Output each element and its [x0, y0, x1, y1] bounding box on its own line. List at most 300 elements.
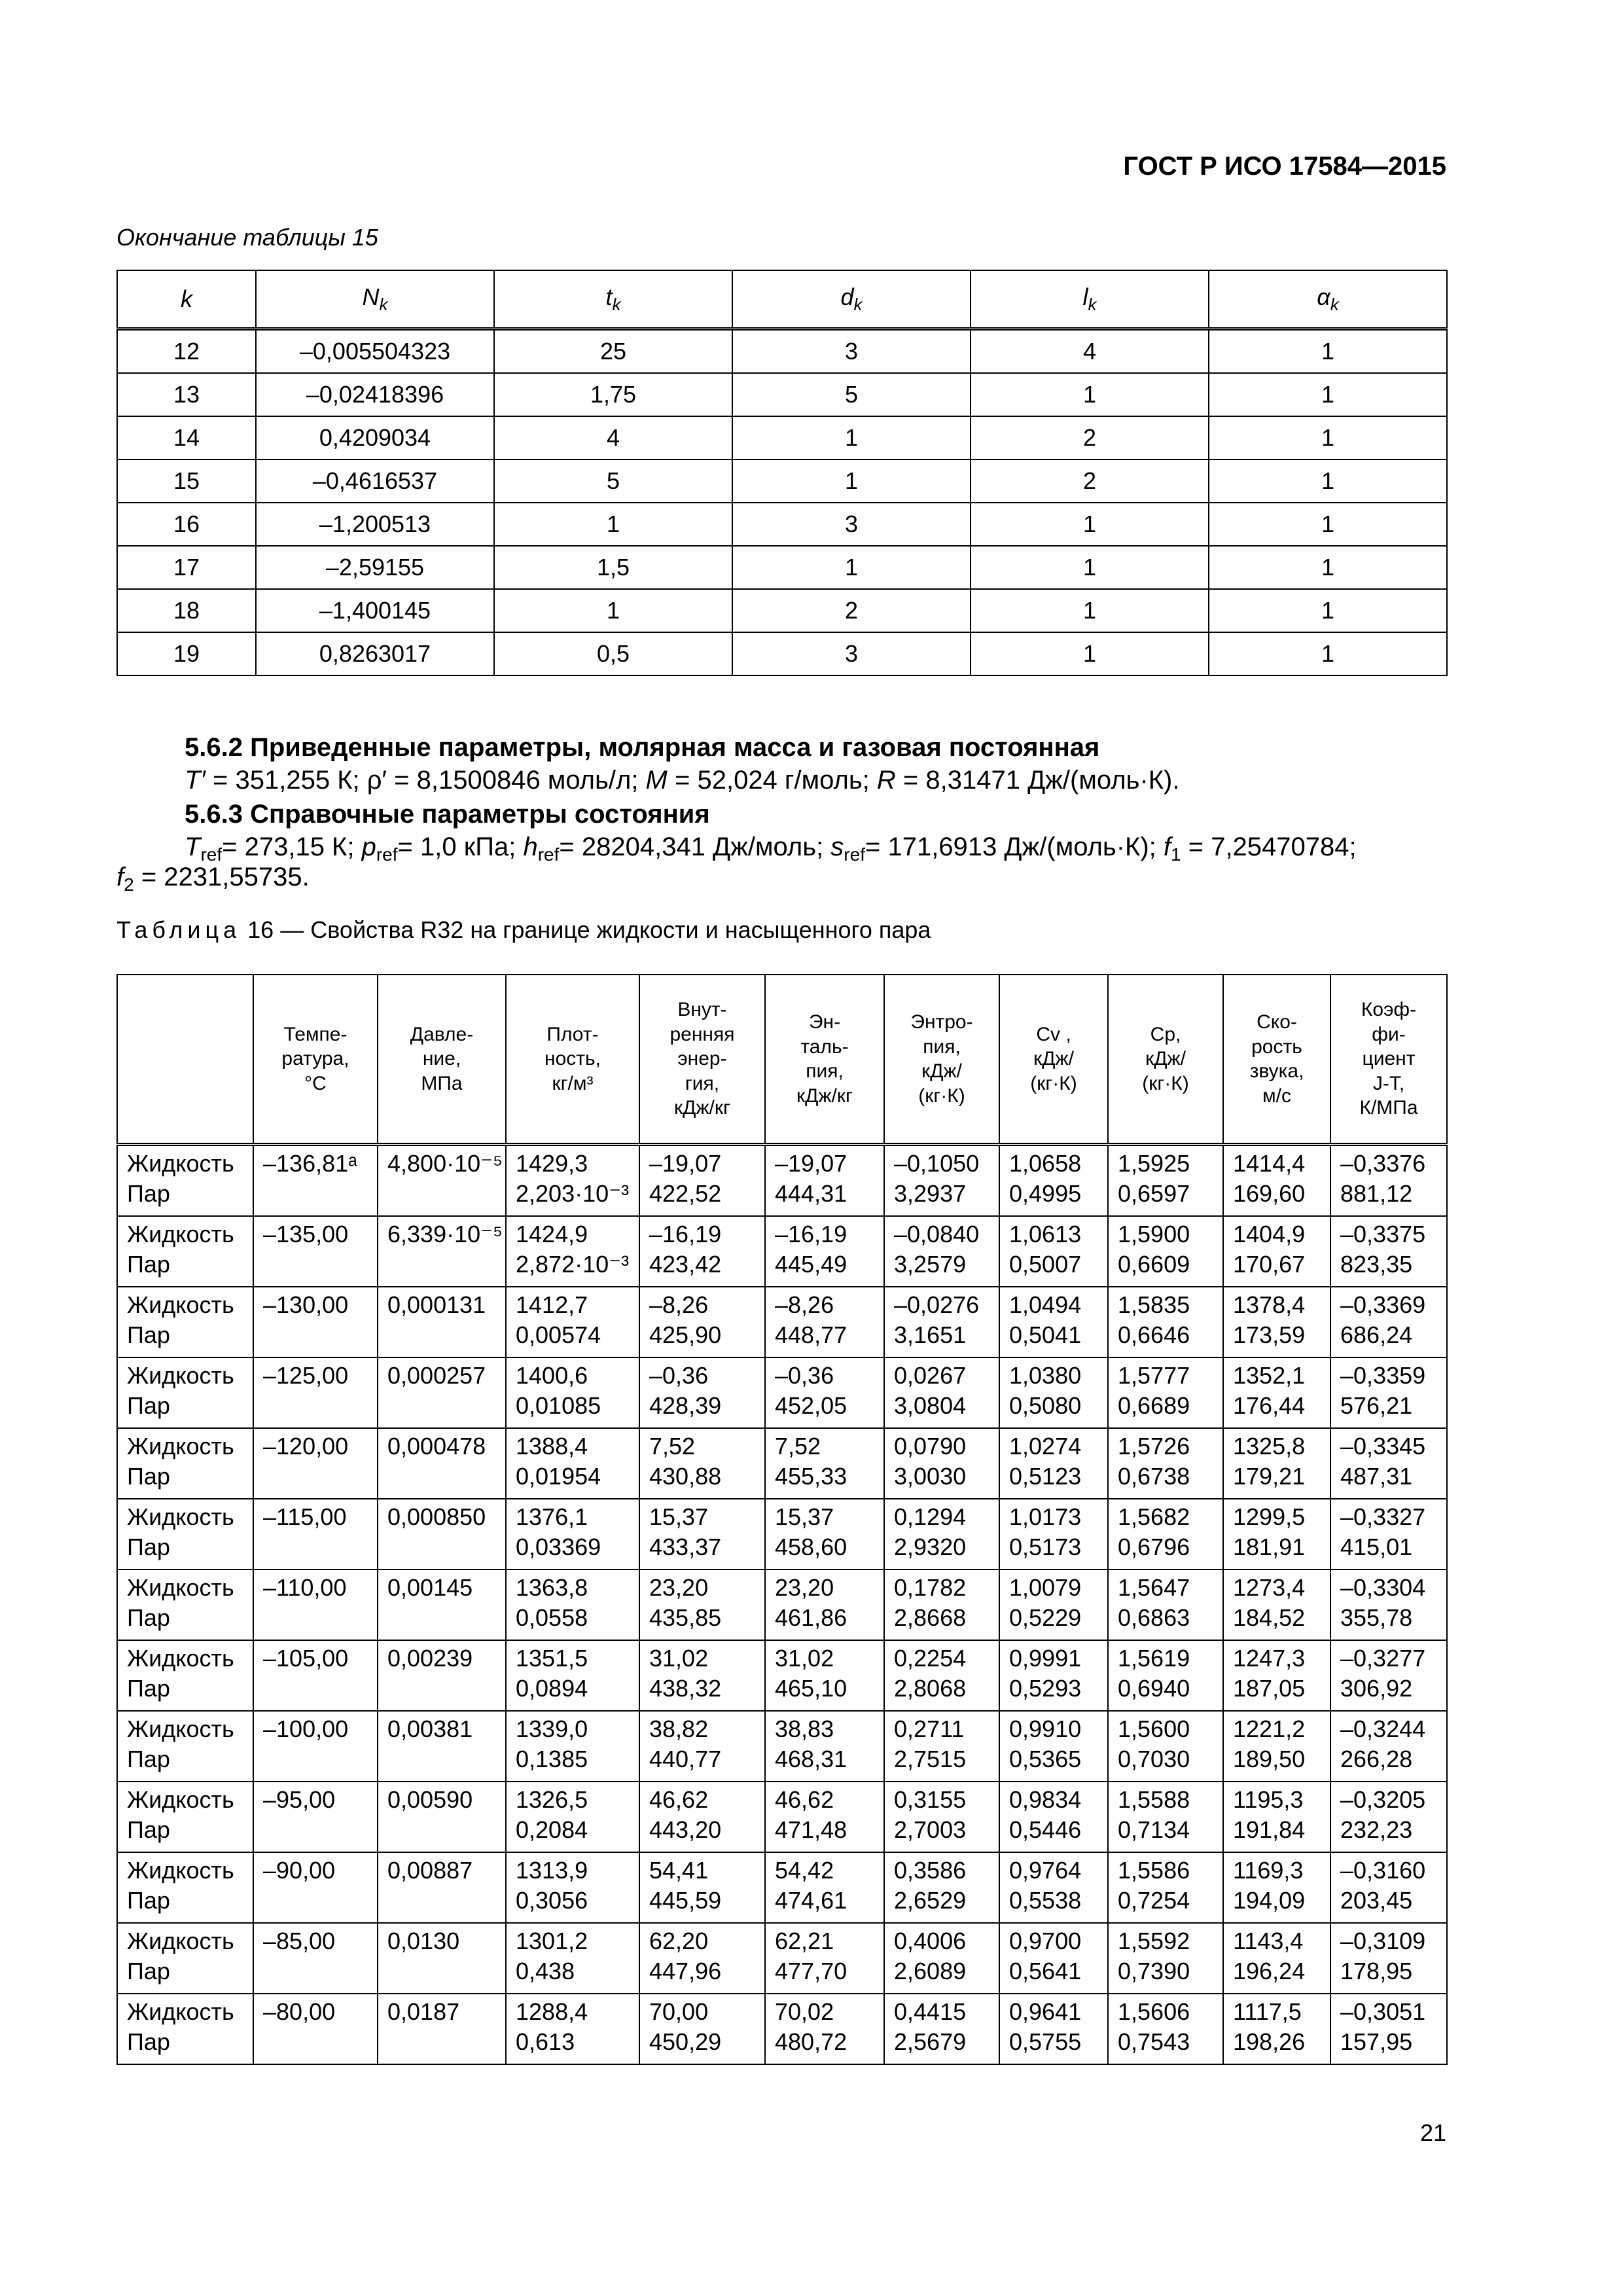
table16-header-cell: Коэф- фи- циент J-T, К/МПа: [1330, 975, 1447, 1145]
cell-line: 1388,4: [516, 1433, 588, 1460]
cell-line: –0,3160: [1340, 1857, 1426, 1884]
reduced-density-symbol: ρ′: [366, 766, 387, 795]
table-cell: [765, 1428, 884, 1499]
column-symbol: t: [605, 283, 613, 310]
table-cell: 1: [1209, 632, 1447, 675]
table-cell: [884, 1782, 999, 1852]
table-row: [117, 329, 1447, 374]
table-cell: [999, 1145, 1108, 1217]
table-cell: 17: [117, 546, 256, 589]
cell-line: –95,00: [263, 1786, 336, 1813]
table-cell: [639, 1570, 765, 1640]
cell-line: 1299,5: [1233, 1503, 1306, 1530]
cell-line: –136,81ᵃ: [263, 1150, 357, 1177]
cell-line: 0,0894: [516, 1675, 588, 1702]
table-cell: [117, 1711, 253, 1782]
table-cell: 1: [1209, 373, 1447, 416]
cell-line: 54,42: [775, 1857, 834, 1884]
cell-line: –100,00: [263, 1715, 349, 1742]
table-row: [117, 1570, 1447, 1640]
cell-line: 0,6689: [1118, 1392, 1190, 1419]
table-cell: [999, 1852, 1108, 1923]
cell-line: 0,9834: [1009, 1786, 1082, 1813]
cell-line: 181,91: [1233, 1534, 1306, 1560]
reduced-temperature-value: = 351,255 К;: [205, 766, 367, 795]
table16-caption-text: 16 — Свойства R32 на границе жидкости и насыщенного пара: [241, 916, 931, 943]
table-row: [117, 459, 1447, 503]
cell-line: –0,1050: [894, 1150, 980, 1177]
cell-line: 433,37: [649, 1534, 722, 1560]
cell-line: –0,3327: [1340, 1503, 1426, 1530]
cell-line: Пар: [127, 1887, 170, 1914]
cell-line: 0,7543: [1118, 2028, 1190, 2055]
cell-line: 46,62: [649, 1786, 709, 1813]
cell-line: –0,0840: [894, 1221, 980, 1247]
table-cell: 1: [494, 589, 732, 632]
table15-body: [117, 329, 1447, 676]
table-row: [117, 546, 1447, 589]
table-cell: 14: [117, 416, 256, 459]
column-symbol: α: [1317, 283, 1330, 310]
gas-constant-symbol: R: [876, 766, 896, 795]
cell-line: 169,60: [1233, 1180, 1306, 1207]
cell-line: 15,37: [775, 1503, 834, 1530]
cell-line: 1412,7: [516, 1291, 588, 1318]
table-cell: 1: [1209, 546, 1447, 589]
table-cell: 1: [1209, 416, 1447, 459]
table16-caption-prefix: Таблица: [116, 916, 241, 943]
cell-line: 445,49: [775, 1251, 847, 1278]
ref-pressure-value: = 1,0 кПа;: [397, 833, 524, 861]
table16-header-cell: [117, 975, 253, 1145]
table-cell: [639, 1923, 765, 1994]
cell-line: –8,26: [649, 1291, 709, 1318]
table-15: [116, 270, 1448, 676]
gas-constant-value: = 8,31471 Дж/(моль·К).: [895, 766, 1180, 795]
cell-line: 0,01085: [516, 1392, 601, 1419]
cell-line: –19,07: [649, 1150, 722, 1177]
cell-line: Жидкость: [127, 1291, 234, 1318]
cell-line: Пар: [127, 1958, 170, 1984]
table-cell: [1108, 1357, 1223, 1428]
table-cell: [884, 1994, 999, 2064]
cell-line: Пар: [127, 1463, 170, 1490]
table-row: [117, 1782, 1447, 1852]
cell-line: 1,5777: [1118, 1362, 1190, 1389]
table-cell: [765, 1994, 884, 2064]
cell-line: 0,6863: [1118, 1604, 1190, 1631]
table-row: [117, 1852, 1447, 1923]
table-cell: [1108, 1852, 1223, 1923]
cell-line: 2,8668: [894, 1604, 967, 1631]
cell-line: 178,95: [1340, 1958, 1413, 1984]
table-cell: [253, 1145, 378, 1217]
cell-line: 444,31: [775, 1180, 847, 1207]
cell-line: 2,6529: [894, 1887, 967, 1914]
table-row: [117, 1711, 1447, 1782]
cell-line: 1195,3: [1233, 1786, 1304, 1813]
table15-header-cell: [1209, 270, 1447, 329]
column-subscript: k: [1330, 295, 1339, 315]
table-cell: [1223, 1782, 1330, 1852]
cell-line: 0,9764: [1009, 1857, 1082, 1884]
table-cell: [1330, 1145, 1447, 1217]
table-cell: 3: [732, 632, 971, 675]
table-row: [117, 1357, 1447, 1428]
cell-line: 576,21: [1340, 1392, 1413, 1419]
cell-line: 0,9991: [1009, 1645, 1082, 1672]
table-cell: 12: [117, 329, 256, 374]
table-cell: [1108, 1499, 1223, 1570]
table-cell: [1223, 1499, 1330, 1570]
ref-pressure-symbol: p: [361, 833, 376, 861]
cell-line: 0,3056: [516, 1887, 588, 1914]
table-cell: 0,8263017: [256, 632, 494, 675]
table-cell: 1: [1209, 589, 1447, 632]
table16-header-cell: Cv , кДж/ (кг·К): [999, 975, 1108, 1145]
cell-line: 1143,4: [1233, 1928, 1304, 1954]
table-row: [117, 589, 1447, 632]
cell-line: 0,0267: [894, 1362, 967, 1389]
cell-line: 0,5173: [1009, 1534, 1082, 1560]
cell-line: –0,3205: [1340, 1786, 1426, 1813]
cell-line: 187,05: [1233, 1675, 1306, 1702]
table-cell: [378, 1145, 506, 1217]
cell-line: Жидкость: [127, 1715, 234, 1742]
table-cell: [1330, 1287, 1447, 1357]
standard-header: ГОСТ Р ИСО 17584—2015: [1123, 152, 1446, 181]
table-cell: [1223, 1570, 1330, 1640]
cell-line: 179,21: [1233, 1463, 1306, 1490]
cell-line: 1,5835: [1118, 1291, 1190, 1318]
cell-line: 38,83: [775, 1715, 834, 1742]
table-cell: [999, 1428, 1108, 1499]
table16-header-cell: Энтро- пия, кДж/ (кг·К): [884, 975, 999, 1145]
table-cell: 19: [117, 632, 256, 675]
table-cell: [253, 1570, 378, 1640]
column-subscript: k: [612, 295, 621, 315]
cell-line: 0,5080: [1009, 1392, 1082, 1419]
table-cell: [506, 1499, 639, 1570]
cell-line: 471,48: [775, 1816, 847, 1843]
column-symbol: l: [1082, 283, 1088, 310]
table-cell: [765, 1357, 884, 1428]
cell-line: 1,5900: [1118, 1221, 1190, 1247]
table-row: [117, 1499, 1447, 1570]
cell-line: 2,203·10⁻³: [516, 1180, 630, 1207]
table-cell: 1: [1209, 459, 1447, 503]
column-subscript: k: [379, 295, 388, 315]
table-cell: [117, 1640, 253, 1711]
cell-line: –0,0276: [894, 1291, 980, 1318]
cell-line: 1313,9: [516, 1857, 588, 1884]
column-symbol: k: [181, 285, 192, 312]
section-5-6-2-params: [185, 766, 1179, 795]
cell-line: 232,23: [1340, 1816, 1413, 1843]
table-cell: [1108, 1570, 1223, 1640]
cell-line: 0,5755: [1009, 2028, 1082, 2055]
table-cell: [506, 1570, 639, 1640]
cell-line: –0,3376: [1340, 1150, 1426, 1177]
table-cell: 1: [971, 632, 1209, 675]
table-cell: [1330, 1994, 1447, 2064]
table-cell: [506, 1357, 639, 1428]
table-cell: [378, 1923, 506, 1994]
table-cell: [253, 1852, 378, 1923]
ref-temperature-symbol: T: [185, 833, 201, 861]
table-cell: [1330, 1216, 1447, 1287]
cell-line: 1221,2: [1233, 1715, 1306, 1742]
table-cell: [378, 1287, 506, 1357]
table-cell: [378, 1428, 506, 1499]
cell-line: 0,5123: [1009, 1463, 1082, 1490]
table-cell: [506, 1287, 639, 1357]
table-cell: [999, 1287, 1108, 1357]
cell-line: 1400,6: [516, 1362, 588, 1389]
cell-line: Пар: [127, 1746, 170, 1772]
cell-line: 0,5293: [1009, 1675, 1082, 1702]
table-cell: [1330, 1570, 1447, 1640]
table-cell: [1223, 1852, 1330, 1923]
cell-line: 1363,8: [516, 1574, 588, 1601]
table-cell: [1108, 1216, 1223, 1287]
table-cell: [639, 1357, 765, 1428]
cell-line: 2,6089: [894, 1958, 967, 1984]
cell-line: 0,6609: [1118, 1251, 1190, 1278]
table-cell: 5: [494, 459, 732, 503]
cell-line: 0,000257: [387, 1362, 486, 1389]
table-cell: [117, 1499, 253, 1570]
table-cell: [253, 1782, 378, 1852]
cell-line: 2,7515: [894, 1746, 967, 1772]
cell-line: –0,3277: [1340, 1645, 1426, 1672]
cell-line: 31,02: [775, 1645, 834, 1672]
cell-line: 0,0187: [387, 1998, 460, 2025]
cell-line: 7,52: [649, 1433, 696, 1460]
cell-line: Пар: [127, 1534, 170, 1560]
cell-line: –0,3304: [1340, 1574, 1426, 1601]
table-cell: 4: [494, 416, 732, 459]
table-cell: [378, 1570, 506, 1640]
table-cell: [117, 1852, 253, 1923]
cell-line: 0,6940: [1118, 1675, 1190, 1702]
column-symbol: d: [840, 283, 854, 310]
table-cell: [765, 1782, 884, 1852]
cell-line: Пар: [127, 1321, 170, 1348]
reduced-temperature-symbol: T′: [185, 766, 205, 795]
ref-entropy-symbol: s: [830, 833, 844, 861]
section-5-6-3-title: 5.6.3 Справочные параметры состояния: [185, 800, 710, 829]
cell-line: Пар: [127, 1251, 170, 1278]
cell-line: 455,33: [775, 1463, 847, 1490]
cell-line: 1,5592: [1118, 1928, 1190, 1954]
table-cell: [253, 1711, 378, 1782]
table-cell: [1108, 1782, 1223, 1852]
f1-value: = 7,25470784;: [1181, 833, 1357, 861]
molar-mass-value: = 52,024 г/моль;: [667, 766, 877, 795]
ref-subscript: ref: [376, 844, 398, 865]
table-cell: [884, 1428, 999, 1499]
cell-line: 2,8068: [894, 1675, 967, 1702]
cell-line: 0,3586: [894, 1857, 967, 1884]
ref-enthalpy-symbol: h: [523, 833, 538, 861]
table-row: [117, 1287, 1447, 1357]
table-cell: [1330, 1711, 1447, 1782]
cell-line: Пар: [127, 1604, 170, 1631]
table16-header-cell: Ско- рость звука, м/с: [1223, 975, 1330, 1145]
table-cell: [884, 1711, 999, 1782]
cell-line: 31,02: [649, 1645, 709, 1672]
cell-line: 0,613: [516, 2028, 575, 2055]
cell-line: 6,339·10⁻⁵: [387, 1221, 503, 1247]
table-cell: [999, 1994, 1108, 2064]
table16-body: [117, 1145, 1447, 2065]
cell-line: 62,20: [649, 1928, 709, 1954]
table-cell: 1,75: [494, 373, 732, 416]
cell-line: 0,6738: [1118, 1463, 1190, 1490]
cell-line: 0,2254: [894, 1645, 967, 1672]
table-row: [117, 503, 1447, 546]
cell-line: 1339,0: [516, 1715, 588, 1742]
f2-value: = 2231,55735.: [134, 863, 310, 891]
table-cell: 1: [971, 503, 1209, 546]
f2-symbol: f: [116, 863, 124, 891]
table-cell: [639, 1499, 765, 1570]
table-cell: [378, 1782, 506, 1852]
cell-line: 0,00887: [387, 1857, 473, 1884]
table-cell: [378, 1852, 506, 1923]
table-cell: [506, 1428, 639, 1499]
table-cell: [765, 1287, 884, 1357]
cell-line: 7,52: [775, 1433, 821, 1460]
table-cell: [506, 1216, 639, 1287]
cell-line: 0,1294: [894, 1503, 967, 1530]
table-cell: [1223, 1994, 1330, 2064]
cell-line: 0,1385: [516, 1746, 588, 1772]
table-cell: [1330, 1640, 1447, 1711]
cell-line: 447,96: [649, 1958, 722, 1984]
table-cell: [1330, 1782, 1447, 1852]
cell-line: –105,00: [263, 1645, 349, 1672]
table-cell: [884, 1145, 999, 1217]
f2-subscript: 2: [124, 874, 134, 895]
cell-line: 0,0558: [516, 1604, 588, 1631]
cell-line: 480,72: [775, 2028, 847, 2055]
table-cell: 3: [732, 329, 971, 374]
table-cell: 16: [117, 503, 256, 546]
cell-line: 1,0380: [1009, 1362, 1082, 1389]
table-cell: 25: [494, 329, 732, 374]
cell-line: 0,03369: [516, 1534, 601, 1560]
table-cell: –2,59155: [256, 546, 494, 589]
cell-line: Жидкость: [127, 1928, 234, 1954]
cell-line: Жидкость: [127, 1998, 234, 2025]
cell-line: 0,5041: [1009, 1321, 1082, 1348]
table-cell: 0,5: [494, 632, 732, 675]
table-cell: [253, 1499, 378, 1570]
cell-line: 2,9320: [894, 1534, 967, 1560]
table-cell: [999, 1216, 1108, 1287]
cell-line: Пар: [127, 2028, 170, 2055]
cell-line: 198,26: [1233, 2028, 1306, 2055]
cell-line: 487,31: [1340, 1463, 1413, 1490]
table-cell: 1: [732, 459, 971, 503]
table-cell: [1223, 1216, 1330, 1287]
cell-line: 196,24: [1233, 1958, 1306, 1984]
cell-line: 1,5647: [1118, 1574, 1190, 1601]
table-cell: [117, 1145, 253, 1217]
cell-line: 23,20: [649, 1574, 709, 1601]
cell-line: –16,19: [649, 1221, 722, 1247]
cell-line: 1117,5: [1233, 1998, 1302, 2025]
table-cell: [253, 1923, 378, 1994]
cell-line: 458,60: [775, 1534, 847, 1560]
table-cell: [117, 1994, 253, 2064]
cell-line: 0,7030: [1118, 1746, 1190, 1772]
table-cell: [1223, 1640, 1330, 1711]
table-cell: [765, 1640, 884, 1711]
cell-line: 38,82: [649, 1715, 709, 1742]
cell-line: Пар: [127, 1180, 170, 1207]
column-subscript: k: [853, 295, 863, 315]
table-cell: [999, 1711, 1108, 1782]
cell-line: 0,6796: [1118, 1534, 1190, 1560]
table-cell: [117, 1570, 253, 1640]
table-cell: [1223, 1428, 1330, 1499]
column-subscript: k: [1088, 295, 1097, 315]
cell-line: Жидкость: [127, 1503, 234, 1530]
cell-line: –19,07: [775, 1150, 847, 1177]
table-cell: 1: [971, 546, 1209, 589]
table-cell: [639, 1852, 765, 1923]
table-cell: 2: [732, 589, 971, 632]
table-cell: [639, 1145, 765, 1217]
cell-line: 445,59: [649, 1887, 722, 1914]
table-cell: [999, 1499, 1108, 1570]
table16-header-cell: Давле- ние, МПа: [378, 975, 506, 1145]
cell-line: 191,84: [1233, 1816, 1306, 1843]
cell-line: 3,2579: [894, 1251, 967, 1278]
cell-line: Жидкость: [127, 1857, 234, 1884]
table16-header-cell: Эн- таль- пия, кДж/кг: [765, 975, 884, 1145]
cell-line: –0,3244: [1340, 1715, 1426, 1742]
cell-line: 430,88: [649, 1463, 722, 1490]
cell-line: 1,5600: [1118, 1715, 1190, 1742]
table-cell: [884, 1216, 999, 1287]
cell-line: 443,20: [649, 1816, 722, 1843]
table-cell: –0,02418396: [256, 373, 494, 416]
cell-line: –0,3359: [1340, 1362, 1426, 1389]
cell-line: 0,01954: [516, 1463, 601, 1490]
cell-line: 0,9641: [1009, 1998, 1082, 2025]
cell-line: 70,00: [649, 1998, 709, 2025]
table-cell: [1330, 1428, 1447, 1499]
cell-line: 448,77: [775, 1321, 847, 1348]
cell-line: 0,438: [516, 1958, 575, 1984]
table15-header-cell: [117, 270, 256, 329]
cell-line: 423,42: [649, 1251, 722, 1278]
ref-temperature-value: = 273,15 К;: [222, 833, 362, 861]
cell-line: 438,32: [649, 1675, 722, 1702]
table-cell: [506, 1145, 639, 1217]
cell-line: –0,3345: [1340, 1433, 1426, 1460]
cell-line: –0,36: [775, 1362, 834, 1389]
cell-line: –130,00: [263, 1291, 349, 1318]
table-cell: [1108, 1923, 1223, 1994]
cell-line: 1,5588: [1118, 1786, 1190, 1813]
cell-line: 1,0494: [1009, 1291, 1082, 1318]
cell-line: 1326,5: [516, 1786, 588, 1813]
